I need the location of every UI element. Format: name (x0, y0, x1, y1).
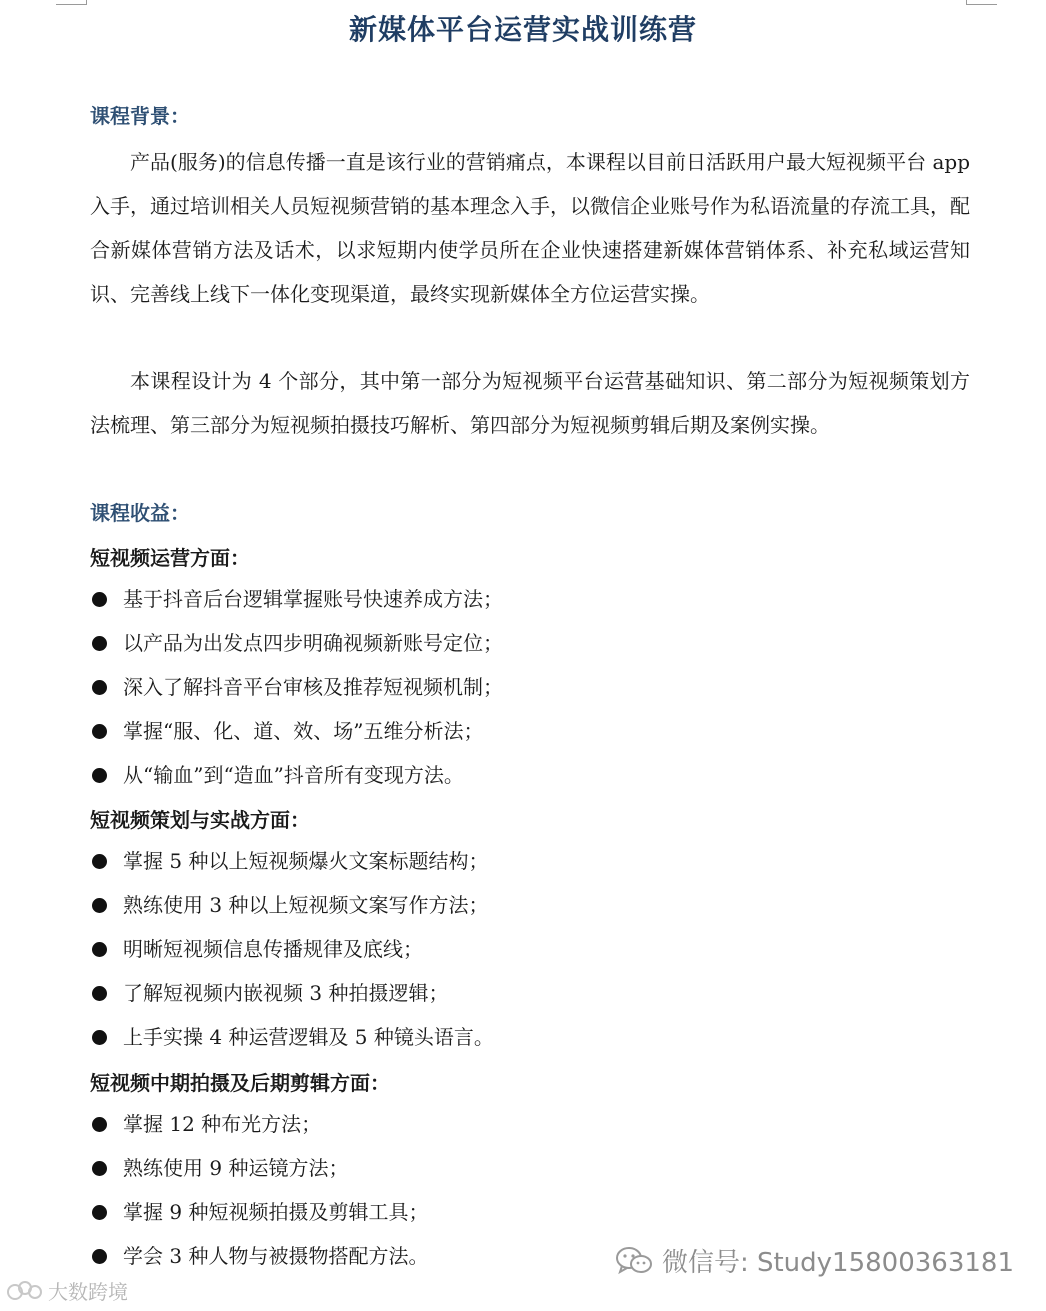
list-item-text: 基于抖音后台逻辑掌握账号快速养成方法； (123, 587, 503, 611)
list-item (90, 1102, 970, 1146)
list-item (90, 577, 970, 621)
bullet-icon (92, 942, 107, 957)
list-item-text: 掌握 12 种布光方法； (123, 1112, 322, 1136)
bullet-icon (92, 986, 107, 1001)
bullet-icon (92, 898, 107, 913)
section-title-planning: 短视频策划与实战方面： (90, 808, 310, 832)
bullet-icon (92, 724, 107, 739)
bullet-icon (92, 1161, 107, 1176)
list-item-text: 掌握 9 种短视频拍摄及剪辑工具； (123, 1200, 429, 1224)
bullet-list-planning (90, 839, 970, 1059)
list-item (90, 927, 970, 971)
bullet-icon (92, 1117, 107, 1132)
bullet-icon (92, 1249, 107, 1264)
wechat-watermark (614, 1242, 1014, 1279)
list-item (90, 621, 970, 665)
list-item-text: 明晰短视频信息传播规律及底线； (123, 937, 423, 961)
list-item (90, 665, 970, 709)
list-item-text: 学会 3 种人物与被摄物搭配方法。 (123, 1244, 429, 1268)
list-item-text: 掌握 5 种以上短视频爆火文案标题结构； (123, 849, 489, 873)
watermark-text: 微信号: Study15800363181 (661, 1248, 1014, 1278)
list-item (90, 709, 970, 753)
document-title: 新媒体平台运营实战训练营 (348, 13, 697, 46)
list-item-text: 掌握“服、化、道、效、场”五维分析法； (123, 719, 484, 743)
bullet-icon (92, 636, 107, 651)
list-item (90, 1015, 970, 1059)
section-title-shooting-editing: 短视频中期拍摄及后期剪辑方面： (90, 1071, 390, 1095)
bullet-icon (92, 1205, 107, 1220)
list-item (90, 971, 970, 1015)
list-item-text: 了解短视频内嵌视频 3 种拍摄逻辑； (123, 981, 449, 1005)
bullet-icon (92, 680, 107, 695)
background-paragraph-2: 本课程设计为 4 个部分，其中第一部分为短视频平台运营基础知识、第二部分为短视频策划方法梳理、第三部分为短视频拍摄技巧解析、第四部分为短视频剪辑后期及案例实操。 (90, 369, 970, 437)
list-item (90, 753, 970, 797)
list-item-text: 上手实操 4 种运营逻辑及 5 种镜头语言。 (123, 1025, 494, 1049)
page-corner-mark-left (56, 0, 87, 5)
source-logo (6, 1276, 128, 1305)
bullet-icon (92, 592, 107, 607)
list-item (90, 883, 970, 927)
source-logo-text: 大数跨境 (48, 1280, 128, 1304)
list-item (90, 1146, 970, 1190)
list-item (90, 839, 970, 883)
list-item-text: 深入了解抖音平台审核及推荐短视频机制； (123, 675, 503, 699)
bullet-icon (92, 768, 107, 783)
benefits-heading: 课程收益： (90, 501, 190, 525)
list-item-text: 熟练使用 9 种运镜方法； (123, 1156, 349, 1180)
wechat-icon (614, 1245, 654, 1277)
list-item (90, 1190, 970, 1234)
bullet-list-operations (90, 577, 970, 797)
page-corner-mark-right (966, 0, 997, 5)
list-item-text: 从“输血”到“造血”抖音所有变现方法。 (123, 763, 464, 787)
background-heading: 课程背景： (90, 104, 190, 128)
list-item-text: 以产品为出发点四步明确视频新账号定位； (123, 631, 503, 655)
bullet-icon (92, 854, 107, 869)
background-paragraph-1: 产品(服务)的信息传播一直是该行业的营销痛点，本课程以目前日活跃用户最大短视频平台 app 入手，通过培训相关人员短视频营销的基本理念入手，以微信企业账号作为私语流量的存流工具，配合新媒体营销方法及话术，以求短期内使学员所在企业快速搭建新媒体营销体系、补充私域运营知识、完善线上线下一体化变现渠道，最终实现新媒体全方位运营实操。 (90, 150, 970, 306)
brand-logo-icon (6, 1278, 44, 1304)
bullet-icon (92, 1030, 107, 1045)
section-title-operations: 短视频运营方面： (90, 546, 250, 570)
list-item-text: 熟练使用 3 种以上短视频文案写作方法； (123, 893, 489, 917)
